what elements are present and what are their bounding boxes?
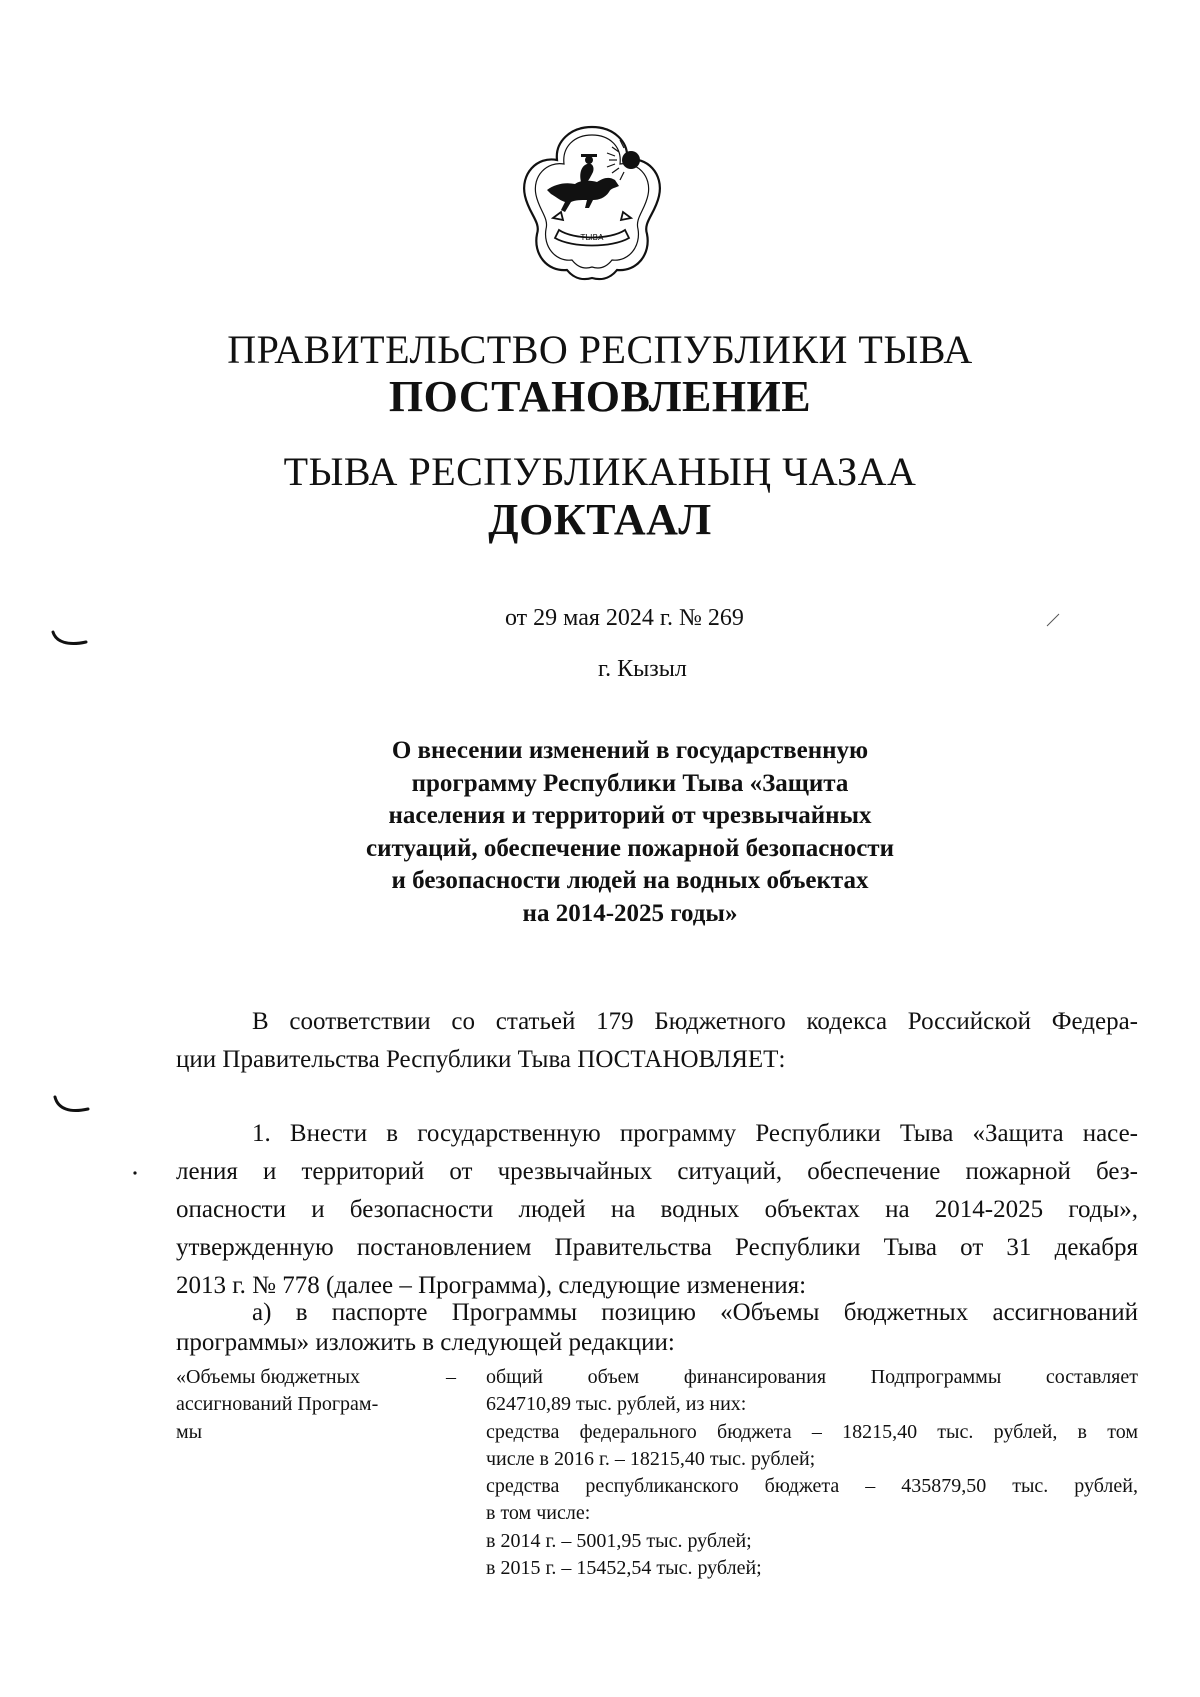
paragraph-item-1 (176, 1115, 1138, 1305)
table-value-line: общий объем финансирования Подпрограммы составляет (486, 1366, 1138, 1388)
title-line: программу Республики Тыва «Защита (411, 769, 849, 797)
table-value-line: числе в 2016 г. – 18215,40 тыс. рублей; (486, 1447, 816, 1470)
title-line: и безопасности людей на водных объектах (391, 867, 869, 894)
table-value-line: в том числе: (486, 1502, 591, 1525)
document-city: г. Кызыл (598, 656, 687, 682)
funding-table-label (176, 1364, 436, 1446)
table-value-line: в 2014 г. – 5001,95 тыс. рублей; (486, 1529, 752, 1552)
paragraph-subitem-a (176, 1298, 1138, 1358)
title-line: ситуаций, обеспечение пожарной безопасности (366, 834, 894, 862)
funding-table-value (486, 1364, 1138, 1582)
scan-speck (1045, 612, 1061, 628)
svg-text:ТЫВА: ТЫВА (580, 233, 604, 242)
table-value-line: средства федерального бюджета – 18215,40 тыс. рублей, в том (486, 1420, 1138, 1443)
paragraph-line: ции Правительства Республики Тыва ПОСТАНОВЛЯЕТ: (176, 1046, 786, 1073)
document-date-number: от 29 мая 2024 г. № 269 (505, 605, 744, 631)
government-name-ru: ПРАВИТЕЛЬСТВО РЕСПУБЛИКИ ТЫВА (227, 327, 973, 372)
paragraph-line: опасности и безопасности людей на водных объектах на 2014-2025 годы», (176, 1196, 1138, 1223)
margin-check-mark (52, 1095, 92, 1117)
government-name-tv: ТЫВА РЕСПУБЛИКАНЫҢ ЧАЗАА (283, 449, 917, 494)
margin-check-mark (50, 630, 90, 650)
scan-speck (132, 1170, 138, 1176)
document-title (300, 735, 960, 930)
paragraph-line: программы» изложить в следующей редакции: (176, 1329, 675, 1356)
table-value-line: 624710,89 тыс. рублей, из них: (486, 1393, 747, 1416)
paragraph-line: а) в паспорте Программы позицию «Объемы бюджетных ассигнований (252, 1299, 1138, 1326)
paragraph-line: В соответствии со статьей 179 Бюджетного кодекса Российской Федера- (252, 1008, 1138, 1035)
document-type-tv: ДОКТААЛ (488, 495, 712, 544)
tuva-coat-of-arms-icon (519, 122, 666, 282)
table-dash: – (446, 1366, 456, 1388)
document-type-ru: ПОСТАНОВЛЕНИЕ (388, 372, 812, 421)
paragraph-line: утвержденную постановлением Правительства Республики Тыва от 31 декабря (176, 1234, 1138, 1261)
title-line: О внесении изменений в государственную (391, 737, 869, 764)
table-value-line: средства республиканского бюджета – 435879,50 тыс. рублей, (486, 1475, 1138, 1498)
paragraph-line: 1. Внести в государственную программу Республики Тыва «Защита насе- (252, 1120, 1138, 1147)
paragraph-line: 2013 г. № 778 (далее – Программа), следующие изменения: (176, 1272, 807, 1299)
paragraph-preamble (176, 1003, 1138, 1079)
table-value-line: в 2015 г. – 15452,54 тыс. рублей; (486, 1557, 762, 1580)
table-label-line: ассигнований Програм- (176, 1393, 379, 1416)
title-line: населения и территорий от чрезвычайных (388, 802, 872, 829)
table-label-line: «Объемы бюджетных (176, 1366, 361, 1388)
title-line: на 2014-2025 годы» (522, 899, 738, 927)
table-label-line: мы (176, 1420, 203, 1443)
paragraph-line: ления и территорий от чрезвычайных ситуаций, обеспечение пожарной без- (176, 1158, 1138, 1185)
